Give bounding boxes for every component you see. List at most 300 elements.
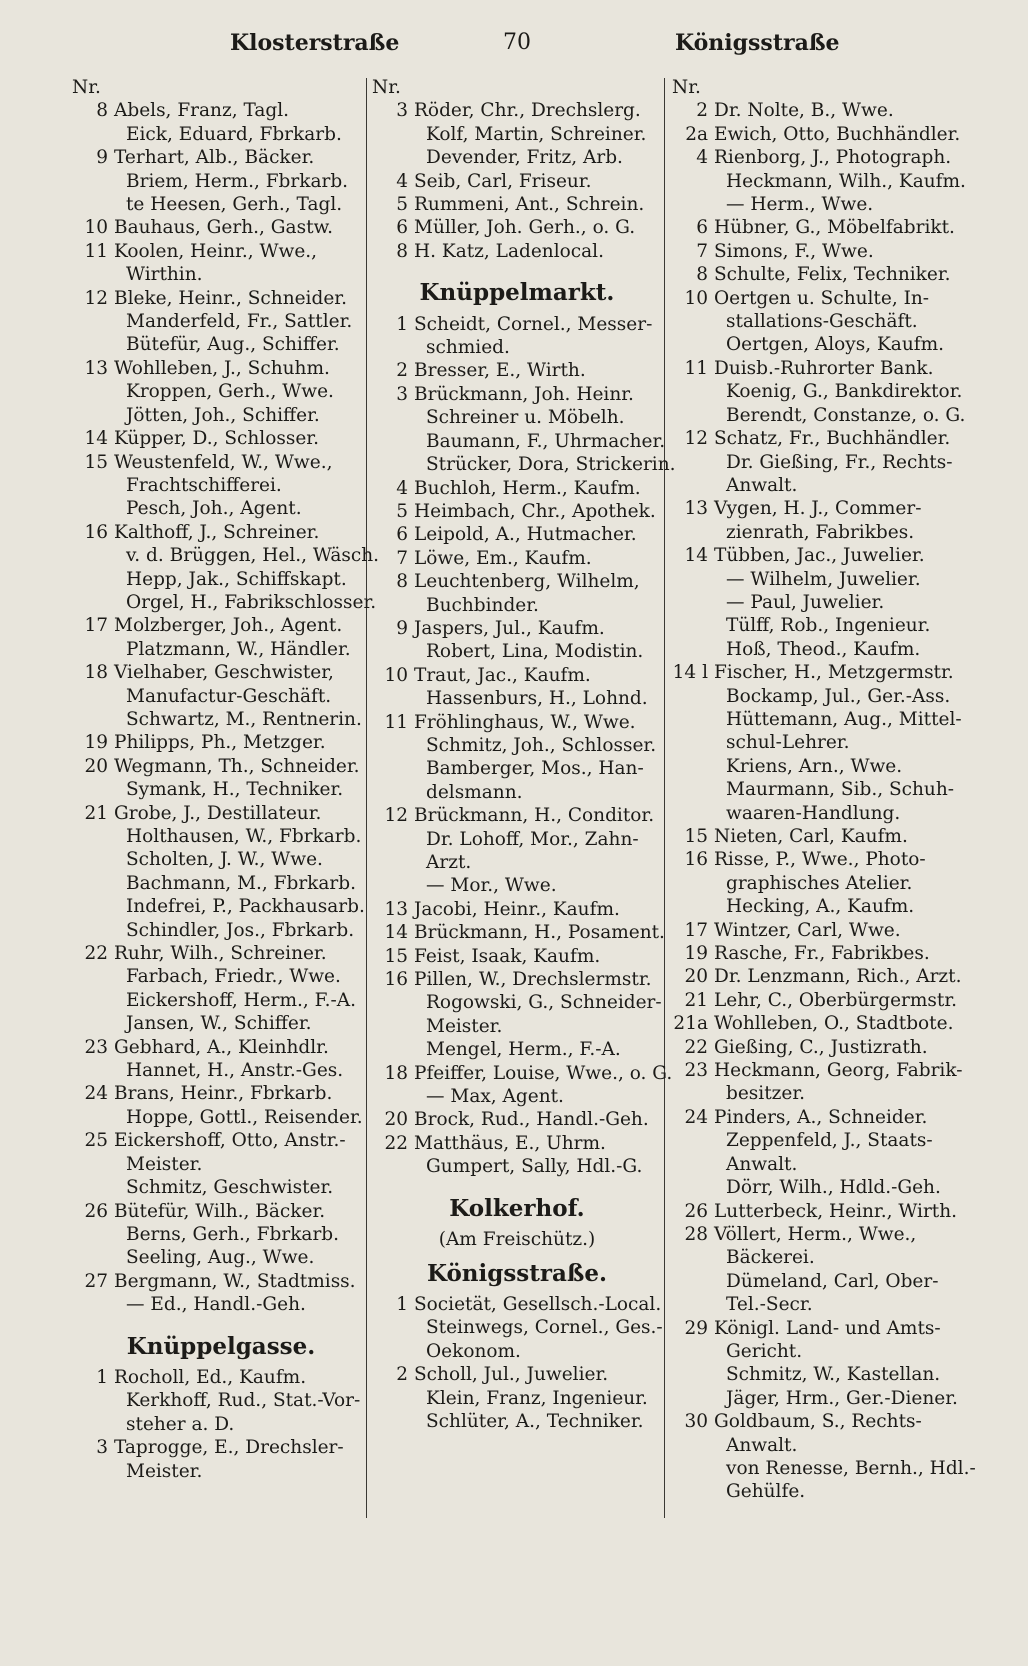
house-number [372,406,414,429]
entry-text: — Ed., Handl.-Geh. [126,1294,306,1316]
entry-continuation [672,193,972,216]
entry-text: Devender, Fritz, Arb. [426,147,623,169]
entry-text: zienrath, Fabrikbes. [726,521,915,543]
entry-text: v. d. Brüggen, Hel., Wäsch. [126,545,380,567]
house-number: 21 [684,989,708,1011]
entry-text: Manderfeld, Fr., Sattler. [126,311,353,333]
house-number: 14 [684,545,708,567]
directory-entry [372,170,662,193]
house-number [72,638,114,661]
house-number [672,1246,714,1269]
house-number [72,404,114,427]
directory-entry [672,848,972,871]
directory-entry [72,521,370,544]
house-number [372,1340,414,1363]
directory-entry [672,497,972,520]
entry-text: Löwe, Em., Kaufm. [414,547,592,569]
column-3 [672,76,976,1504]
entry-text: Bütefür, Wilh., Bäcker. [114,1200,326,1222]
entry-text: Simons, F., Wwe. [714,240,874,262]
entry-text: Koolen, Heinr., Wwe., [114,240,318,262]
house-number [672,895,714,918]
entry-text: Bauhaus, Gerh., Gastw. [114,217,334,239]
directory-entry [672,1317,972,1340]
entry-text: Scholl, Jul., Juwelier. [414,1364,609,1386]
entry-text: Societät, Gesellsch.-Local. [414,1293,662,1315]
entry-text: Tülff, Rob., Ingenieur. [726,615,931,637]
house-number [372,453,414,476]
entry-continuation [672,310,972,333]
house-number [372,336,414,359]
directory-entry [672,1200,972,1223]
entry-text: Rasche, Fr., Fabrikbes. [714,943,930,965]
house-number [72,591,114,614]
entry-continuation [72,1413,370,1436]
directory-entry [372,968,662,991]
entry-text: Schlüter, A., Techniker. [426,1410,644,1432]
house-number [372,146,414,169]
house-number: 10 [384,664,408,686]
house-number: 11 [384,711,408,733]
house-number [372,687,414,710]
house-number: 30 [684,1411,708,1433]
entry-text: Rogowski, G., Schneider- [426,992,662,1014]
entry-text: Schmitz, Joh., Schlosser. [426,734,657,756]
entry-text: Holthausen, W., Fbrkarb. [126,826,362,847]
entry-continuation [672,1340,972,1363]
house-number: 24 [84,1083,108,1105]
entry-continuation [72,263,370,286]
directory-entry [72,1270,370,1293]
directory-entry [72,1366,370,1389]
house-number: 14 [84,428,108,450]
directory-entry [372,523,662,546]
column-rule [664,78,665,1518]
entry-continuation [372,757,662,780]
house-number [672,1082,714,1105]
house-number: 20 [684,966,708,988]
entry-continuation [72,848,370,871]
house-number: 21a [673,1013,708,1035]
entry-text: Molzberger, Joh., Agent. [114,615,343,637]
entry-continuation [372,146,662,169]
entry-text: Brock, Rud., Handl.-Geh. [414,1109,649,1131]
entry-continuation [72,1059,370,1082]
entry-continuation [672,755,972,778]
house-number [672,731,714,754]
directory-entry [72,427,370,450]
entry-text: Königl. Land- und Amts- [714,1317,941,1339]
entry-continuation [72,1106,370,1129]
entry-text: Seib, Carl, Friseur. [414,170,592,192]
entry-continuation [72,638,370,661]
entry-text: Wegmann, Th., Schneider. [114,755,360,777]
house-number [372,594,414,617]
spacer [372,263,662,271]
entry-text: Grobe, J., Destillateur. [114,802,322,824]
house-number [372,874,414,897]
house-number: 29 [684,1317,708,1339]
entry-continuation [672,568,972,591]
directory-entry [672,965,972,988]
directory-entry [72,661,370,684]
entry-text: Gießing, C., Justizrath. [714,1036,928,1058]
entry-continuation [72,1223,370,1246]
entry-text: Schwartz, M., Rentnerin. [126,708,362,730]
number-column-label: Nr. [372,77,401,98]
house-number: 12 [84,287,108,309]
entry-text: Heckmann, Wilh., Kaufm. [726,170,966,192]
house-number [72,685,114,708]
entry-continuation [672,895,972,918]
house-number: 14 l [672,662,708,684]
directory-entry [72,146,370,169]
directory-entry [672,661,972,684]
house-number [372,781,414,804]
entry-continuation [72,1246,370,1269]
house-number: 14 [384,922,408,944]
house-number [672,1363,714,1386]
house-number [372,734,414,757]
entry-text: Dr. Gießing, Fr., Rechts- [726,451,953,473]
entry-text: Scheidt, Cornel., Messer- [414,313,653,335]
house-number [672,591,714,614]
house-number: 22 [384,1132,408,1154]
house-number [72,1460,114,1483]
house-number: 4 [396,477,408,499]
house-number: 15 [84,451,108,473]
directory-entry [672,1059,972,1082]
house-number [672,755,714,778]
directory-entry [672,1012,972,1035]
directory-entry [672,99,972,122]
entry-text: Farbach, Friedr., Wwe. [126,966,341,988]
entry-text: Zeppenfeld, J., Staats- [726,1130,933,1152]
house-number [72,1389,114,1412]
house-number: 5 [396,500,408,522]
entry-continuation [72,778,370,801]
entry-continuation [372,453,676,476]
directory-entry [672,427,972,450]
entry-continuation [372,1155,662,1178]
entry-text: Matthäus, E., Uhrm. [414,1132,606,1154]
house-number: 19 [684,943,708,965]
directory-entry [672,942,972,965]
house-number: 23 [684,1060,708,1082]
house-number [372,851,414,874]
house-number [372,123,414,146]
house-number [672,708,714,731]
entry-continuation [72,708,370,731]
house-number [672,474,714,497]
directory-entry [72,614,370,637]
entry-text: Schmitz, Geschwister. [126,1177,334,1199]
entry-text: graphisches Atelier. [726,872,913,894]
entry-text: Hepp, Jak., Schiffskapt. [126,568,347,590]
directory-entry [672,1106,972,1129]
entry-text: Kalthoff, J., Schreiner. [114,521,320,543]
house-number [372,828,414,851]
entry-continuation [672,404,972,427]
entry-continuation [672,872,972,895]
entry-continuation [672,731,972,754]
directory-entry [372,1293,662,1316]
entry-text: Baumann, F., Uhrmacher. [426,430,666,452]
directory-entry [372,547,662,570]
entry-text: Oekonom. [426,1340,521,1362]
house-number: 20 [384,1109,408,1131]
house-number: 24 [684,1106,708,1128]
entry-text: Goldbaum, S., Rechts- [714,1411,922,1433]
entry-text: Terhart, Alb., Bäcker. [114,147,315,169]
entry-text: Jäger, Hrm., Ger.-Diener. [726,1387,958,1409]
entry-continuation [372,1038,662,1061]
house-number [372,430,414,453]
house-number [672,1129,714,1152]
house-number [72,825,114,848]
entry-text: H. Katz, Ladenlocal. [414,240,604,262]
house-number [72,170,114,193]
house-number: 3 [96,1437,108,1459]
directory-entry [372,617,662,640]
entry-text: Mengel, Herm., F.-A. [426,1039,621,1061]
entry-continuation [372,734,662,757]
entry-text: Tel.-Secr. [726,1294,813,1316]
entry-continuation [672,1129,972,1152]
house-number [372,1387,414,1410]
entry-continuation [672,708,972,731]
entry-text: Dr. Nolte, B., Wwe. [714,100,894,122]
house-number [372,640,414,663]
entry-text: Berendt, Constanze, o. G. [726,404,966,426]
directory-entry [372,313,662,336]
directory-entry [672,989,972,1012]
house-number [72,965,114,988]
entry-continuation [672,1153,972,1176]
entry-continuation [672,1246,972,1269]
street-subheading: (Am Freischütz.) [438,1229,596,1251]
house-number [672,638,714,661]
house-number: 6 [396,524,408,546]
house-number [672,1480,714,1503]
entry-text: Jacobi, Heinr., Kaufm. [414,898,620,920]
entry-text: Arzt. [426,852,472,873]
entry-text: Lutterbeck, Heinr., Wirth. [714,1200,958,1222]
entry-continuation [72,544,380,567]
directory-entry [672,544,972,567]
entry-text: Eickershoff, Otto, Anstr.- [114,1130,346,1152]
entry-continuation [72,591,377,614]
entry-continuation [672,380,972,403]
entry-continuation [72,497,370,520]
house-number [372,1155,414,1178]
entry-text: Schatz, Fr., Buchhändler. [714,428,951,450]
house-number: 1 [396,1293,408,1315]
house-number: 15 [384,945,408,967]
directory-entry [372,804,662,827]
directory-entry [72,1036,370,1059]
house-number: 6 [696,217,708,239]
directory-entry [372,240,662,263]
house-number [672,1387,714,1410]
entry-continuation [372,1015,662,1038]
entry-text: Oertgen, Aloys, Kaufm. [726,334,945,356]
entry-text: Risse, P., Wwe., Photo- [714,849,926,871]
directory-entry [72,942,370,965]
house-number: 13 [684,498,708,520]
house-number [72,1012,114,1035]
house-number: 26 [84,1200,108,1222]
column-1 [72,76,380,1483]
street-heading: Knüppelgasse. [126,1332,316,1360]
directory-entry [72,731,370,754]
house-number [672,685,714,708]
entry-continuation [672,170,972,193]
house-number: 10 [684,287,708,309]
house-number: 15 [684,826,708,847]
house-number [72,544,114,567]
directory-entry [372,477,662,500]
house-number: 5 [396,194,408,216]
house-number [372,1316,414,1339]
house-number [672,1340,714,1363]
entry-text: Brückmann, H., Posament. [414,922,665,944]
entry-continuation [672,591,972,614]
entry-text: Kriens, Arn., Wwe. [726,755,903,777]
entry-text: Heimbach, Chr., Apothek. [414,500,656,522]
entry-text: Fröhlinghaus, W., Wwe. [414,711,636,733]
house-number [72,568,114,591]
entry-continuation [72,333,370,356]
house-number: 12 [384,805,408,827]
directory-entry [372,921,665,944]
entry-continuation [72,1176,370,1199]
entry-continuation [672,1480,972,1503]
directory-entry [672,1223,972,1246]
directory-entry [372,1132,662,1155]
house-number: 16 [384,969,408,991]
entry-text: Meister. [126,1153,203,1175]
house-number: 19 [84,732,108,754]
house-number [72,263,114,286]
entry-continuation [672,778,972,801]
house-number: 3 [396,383,408,405]
house-number: 11 [84,240,108,262]
house-number [72,474,114,497]
directory-entry [72,99,370,122]
entry-text: Meister. [126,1460,203,1482]
house-number [672,451,714,474]
directory-entry [672,263,972,286]
directory-entry [72,216,370,239]
entry-continuation [672,474,972,497]
house-number [672,614,714,637]
entry-text: Gehülfe. [726,1481,806,1503]
house-number: 22 [84,943,108,965]
entry-text: steher a. D. [126,1413,235,1435]
spacer [372,1179,662,1187]
directory-entry [672,146,972,169]
house-number: 1 [396,313,408,335]
house-number [72,1223,114,1246]
entry-text: Pesch, Joh., Agent. [126,498,302,520]
entry-text: Maurmann, Sib., Schuh- [726,779,954,801]
entry-text: Traut, Jac., Kaufm. [414,664,591,686]
directory-entry [672,1036,972,1059]
entry-continuation [372,1340,662,1363]
entry-text: Bergmann, W., Stadtmiss. [114,1270,356,1292]
house-number [672,310,714,333]
entry-text: Fischer, H., Metzgermstr. [714,662,954,684]
entry-continuation [372,828,662,851]
house-number: 25 [84,1130,108,1152]
entry-text: Weustenfeld, W., Wwe., [114,451,333,473]
entry-continuation [72,193,370,216]
entry-continuation [72,1389,370,1412]
entry-text: Manufactur-Geschäft. [126,685,332,707]
house-number: 1 [96,1366,108,1388]
house-number [672,1457,714,1480]
entry-text: Leuchtenberg, Wilhelm, [414,571,640,593]
entry-text: Robert, Lina, Modistin. [426,641,644,663]
entry-continuation [372,687,662,710]
entry-text: von Renesse, Bernh., Hdl.- [726,1457,976,1479]
entry-text: Hassenburs, H., Lohnd. [426,688,648,710]
entry-text: Indefrei, P., Packhausarb. [126,896,365,918]
house-number [672,1153,714,1176]
directory-entry [672,919,972,942]
entry-continuation [372,1410,662,1433]
entry-text: Brückmann, Joh. Heinr. [414,383,634,405]
entry-continuation [372,123,662,146]
entry-text: Anwalt. [726,1153,798,1175]
entry-continuation [672,1176,972,1199]
house-number [372,1085,414,1108]
entry-text: Völlert, Herm., Wwe., [714,1223,917,1245]
entry-continuation [372,1316,662,1339]
entry-continuation [372,781,662,804]
entry-text: Duisb.-Ruhrorter Bank. [714,357,934,379]
directory-entry [672,123,972,146]
entry-text: Feist, Isaak, Kaufm. [414,945,601,967]
entry-text: Dörr, Wilh., Hdld.-Geh. [726,1177,941,1199]
house-number [72,778,114,801]
entry-text: Bleke, Heinr., Schneider. [114,287,347,309]
entry-text: — Mor., Wwe. [426,875,557,897]
entry-text: delsmann. [426,781,523,803]
entry-continuation [372,430,666,453]
entry-text: Jaspers, Jul., Kaufm. [414,617,605,639]
house-number: 2 [396,360,408,382]
entry-continuation [672,1457,976,1480]
entry-text: Leipold, A., Hutmacher. [414,524,637,546]
house-number [72,708,114,731]
entry-continuation [72,825,370,848]
entry-continuation [72,989,370,1012]
entry-continuation [372,851,662,874]
entry-text: Hoß, Theod., Kaufm. [726,638,921,660]
entry-text: — Paul, Juwelier. [726,591,885,613]
entry-text: besitzer. [726,1083,806,1105]
entry-text: Eick, Eduard, Fbrkarb. [126,123,342,145]
running-head-right: Königsstraße [675,30,840,56]
entry-text: Röder, Chr., Drechslerg. [414,100,641,122]
house-number: 8 [396,571,408,593]
entry-text: Pillen, W., Drechslermstr. [414,969,652,991]
house-number: 7 [696,240,708,262]
entry-continuation [372,594,662,617]
running-head-left: Klosterstraße [230,30,400,56]
